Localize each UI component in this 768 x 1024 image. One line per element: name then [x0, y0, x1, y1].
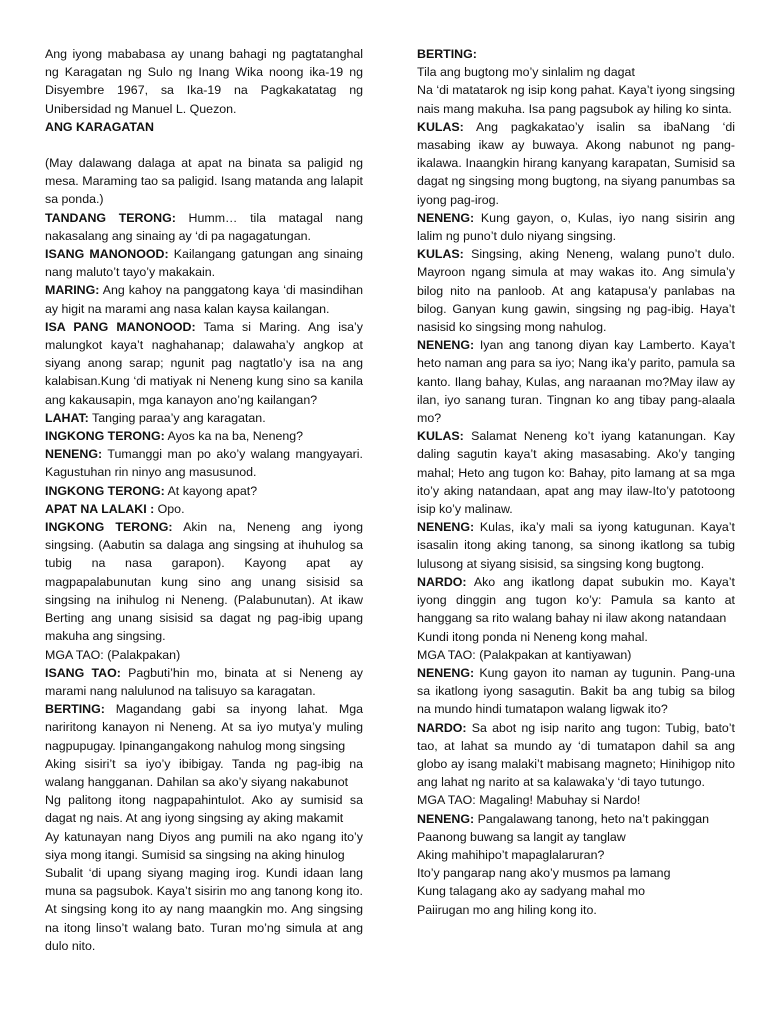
dialogue-text: Humm… tila matagal nang nakasalang ang sinaing ay ‘di pa nagagatungan. [45, 210, 363, 243]
dialogue-text: Opo. [154, 501, 185, 516]
speaker-name: NENENG: [417, 665, 475, 680]
paragraph [45, 45, 363, 118]
dialogue-text: Ang kahoy na panggatong kaya ‘di masindihan ay higit na marami ang nasa kalan kaysa kailangan. [45, 283, 363, 316]
dialogue-text: Aking mahihipo’t mapaglalaruran? [417, 847, 605, 862]
paragraph [45, 500, 363, 518]
paragraph [45, 664, 363, 700]
paragraph [417, 336, 735, 427]
dialogue-text: Kung gayon, o, Kulas, iyo nang sisirin ang lalim ng puno’t dulo niyang singsing. [417, 210, 735, 244]
dialogue-text: Tama si Maring. Ang isa’y malungkot kaya’t naghahanap; dalawaha’y angkop at siyang anong sarap; ngunit pag nagtatlo’y isa na ang kalabisan.Kung ‘di matiyak ni Neneng kung sino sa kanila ang kakausapin, mga kanayon ano’ng kailangan? [45, 319, 363, 407]
dialogue-text: Ay katunayan nang Diyos ang pumili na ako ngang ito’y siya mong itangi. Sumisid sa singsing na aking hinulog [45, 829, 363, 862]
paragraph [417, 628, 735, 646]
speaker-name: MARING: [45, 283, 100, 298]
paragraph [417, 882, 735, 900]
paragraph [417, 846, 735, 864]
dialogue-text: Na ‘di matatarok ng isip kong pahat. Kaya’t iyong singsing nais mang makuha. Isa pang pagsubok ay hiling ko sinta. [417, 83, 735, 116]
dialogue-text: MGA TAO: (Palakpakan) [45, 647, 181, 662]
paragraph [45, 518, 363, 645]
paragraph [45, 755, 363, 791]
speaker-name: TANDANG TERONG: [45, 210, 176, 225]
paragraph [45, 445, 363, 481]
dialogue-text: Salamat Neneng ko’t iyang katanungan. Kay daling sagutin kaya’t aking masasabing. Ako’y tanging mahal; Heto ang tugon ko: Bahay, pito lamang at sa mga ito’y aking natandaan, apat ang may ilaw-Ito’y patotoong isip ko’y malinaw. [417, 429, 735, 517]
dialogue-text: Aking sisiri’t sa iyo’y ibibigay. Tanda ng pag-ibig na walang hangganan. Dahilan sa ako’y siyang nakabunot [45, 756, 363, 789]
dialogue-text: MGA TAO: (Palakpakan at kantiyawan) [417, 647, 632, 662]
paragraph [417, 901, 735, 919]
dialogue-text: At kayong apat? [164, 483, 258, 498]
dialogue-text: MGA TAO: Magaling! Mabuhay si Nardo! [417, 793, 641, 808]
dialogue-text: Kung talagang ako ay sadyang mahal mo [417, 884, 646, 899]
dialogue-text: Ang iyong mababasa ay unang bahagi ng pagtatanghal ng Karagatan ng Sulo ng Inang Wika noong ika-19 ng Disyembre 1967, sa Ika-19 na Pagkakatatag ng Unibersidad ng Manuel L. Quezon. [45, 47, 363, 116]
paragraph [45, 828, 363, 864]
speaker-name: KULAS: [417, 247, 464, 262]
paragraph [417, 719, 735, 792]
speaker-name: BERTING: [417, 47, 477, 61]
right-column [417, 45, 735, 945]
speaker-name: APAT NA LALAKI : [45, 501, 155, 516]
speaker-name: NENENG: [45, 447, 103, 462]
dialogue-text: Tanging paraa’y ang karagatan. [88, 410, 266, 425]
paragraph [45, 245, 363, 281]
dialogue-text: Akin na, Neneng ang iyong singsing. (Aabutin sa dalaga ang singsing at ihuhulog sa tubig na nasa garapon). Kayong apat ay magpapalabunutan kung sino ang unang sisisid sa singsing na inihulog ni Neneng. (Palabunutan). At ikaw Berting ang unang sisisid sa dagat ng pag-ibig upang makuha ang singsing. [45, 520, 363, 644]
dialogue-text: Ang pagkakatao’y isalin sa ibaNang ‘di masabing ikaw ay buwaya. Akong nabunot ng pang-ikalawa. Inaangkin hirang kanyang karapatan, Sumisid sa dagat ng singsing mong bugtong, na siyang panumbas sa iyong pag-irog. [417, 119, 735, 207]
dialogue-text: Ng palitong itong nagpapahintulot. Ako ay sumisid sa dagat ng nais. At ang iyong singsing ay aking makamit [45, 793, 363, 826]
paragraph [417, 828, 735, 846]
paragraph [45, 482, 363, 500]
dialogue-text: Kung gayon ito naman ay tugunin. Pang-una sa ikatlong iyong sasagutin. Bakit ba ang tubig sa bilog na mundo hindi tumatapon walang ligwak ito? [417, 665, 735, 717]
dialogue-text: (May dalawang dalaga at apat na binata sa paligid ng mesa. Maraming tao sa paligid. Isang matanda ang lalapit sa ponda.) [45, 156, 363, 207]
paragraph [417, 864, 735, 882]
dialogue-text: Tumanggi man po ako’y walang mangyayari. Kagustuhan rin ninyo ang masusunod. [45, 447, 363, 480]
speaker-name: INGKONG TERONG: [45, 483, 165, 498]
paragraph [417, 245, 735, 336]
dialogue-text: Pangalawang tanong, heto na’t pakinggan [474, 811, 710, 826]
speaker-name: ISANG MANONOOD: [45, 247, 169, 262]
paragraph [45, 427, 363, 445]
speaker-name: KULAS: [417, 119, 464, 134]
dialogue-text: Tila ang bugtong mo’y sinlalim ng dagat [417, 65, 635, 80]
dialogue-text: Ayos ka na ba, Neneng? [164, 429, 304, 444]
dialogue-text: Kulas, ika’y mali sa iyong katugunan. Kaya’t isasalin itong aking tanong, sa sinong ikatlong sa tubig lulusong at siyang sisisid, sa singsing kong bugtong. [417, 520, 735, 571]
dialogue-text: Ito’y pangarap nang ako’y musmos pa lamang [417, 866, 671, 881]
speaker-name: ISA PANG MANONOOD: [45, 319, 196, 334]
speaker-name: ISANG TAO: [45, 665, 121, 680]
paragraph [45, 318, 363, 409]
left-column [45, 45, 363, 953]
dialogue-text: Paanong buwang sa langit ay tanglaw [417, 829, 626, 844]
paragraph [417, 63, 735, 81]
paragraph [45, 409, 363, 427]
paragraph [45, 791, 363, 827]
dialogue-text: Kailangang gatungan ang sinaing nang maluto’t tayo’y makakain. [45, 247, 363, 280]
speaker-name: NENENG: [417, 811, 475, 826]
dialogue-text: Iyan ang tanong diyan kay Lamberto. Kaya’t heto naman ang para sa iyo; Nang ika’y parito, pamula sa kanto. Ilang bahay, Kulas, ang naraanan mo?May ilaw ay ilan, iyo sanang turan. Tingnan ko ang tibay pang-alaala mo? [417, 338, 735, 426]
paragraph [45, 646, 363, 664]
paragraph [45, 281, 363, 317]
speaker-name: NARDO: [417, 720, 467, 735]
speaker-name: ANG KARAGATAN [45, 119, 154, 134]
dialogue-text: Sa abot ng isip narito ang tugon: Tubig, bato’t tao, at lahat sa mundo ay ‘di tumatapon dahil sa ang globo ay isang malaki’t mabisang magneto; Hinihigop nito ang lahat ng narito at sa kalawaka’y ‘di tayo tutungo. [417, 720, 735, 790]
paragraph [417, 427, 735, 518]
paragraph [45, 700, 363, 755]
speaker-name: NARDO: [417, 574, 467, 589]
paragraph [45, 118, 363, 136]
paragraph [417, 118, 735, 209]
paragraph [417, 664, 735, 719]
paragraph [45, 864, 363, 955]
speaker-name: BERTING: [45, 702, 105, 717]
paragraph [417, 791, 735, 809]
paragraph [45, 209, 363, 245]
dialogue-text: Pagbuti’hin mo, binata at si Neneng ay marami nang nalulunod na talisuyo sa karagatan. [45, 665, 363, 698]
paragraph [417, 646, 735, 664]
speaker-name: INGKONG TERONG: [45, 429, 165, 444]
dialogue-text: Subalit ‘di upang siyang maging irog. Kundi idaan lang muna sa pagsubok. Kaya’t sisirin mo ang tanong kong ito. At singsing kong ito ay nang maangkin mo. Ang singsing na itong linso’t walang bato. Turan mo’ng simula at ang dulo nito. [45, 865, 363, 953]
dialogue-text: Kundi itong ponda ni Neneng kong mahal. [417, 629, 648, 644]
speaker-name: KULAS: [417, 429, 464, 444]
paragraph [417, 518, 735, 573]
paragraph [417, 81, 735, 117]
speaker-name: NENENG: [417, 210, 475, 225]
paragraph [417, 810, 735, 828]
paragraph [417, 209, 735, 245]
document-page [45, 45, 735, 953]
paragraph [417, 45, 735, 63]
speaker-name: NENENG: [417, 520, 475, 535]
dialogue-text: Magandang gabi sa inyong lahat. Mga nariritong kanayon ni Neneng. At sa iyo mutya’y muling nagpupugay. Ipinangangakong nahulog mong singsing [45, 702, 363, 753]
speaker-name: LAHAT: [45, 410, 89, 425]
dialogue-text: Ako ang ikatlong dapat subukin mo. Kaya’t iyong dinggin ang tugon ko’y: Pamula sa kanto at hanggang sa rito walang bahay ni ilaw akong natandaan [417, 574, 735, 626]
speaker-name: NENENG: [417, 338, 475, 353]
paragraph [45, 154, 363, 209]
speaker-name: INGKONG TERONG: [45, 520, 173, 535]
paragraph [417, 573, 735, 628]
dialogue-text: Paiirugan mo ang hiling kong ito. [417, 902, 597, 917]
dialogue-text: Singsing, aking Neneng, walang puno’t dulo. Mayroon ngang simula at may wakas ito. Ang simula’y bilog nito na panloob. At ang katapusa’y panlabas na bilog. Ganyan kung gawin, singsing ng pag-ibig. Haya’t nasisid ko singsing mong nahulog. [417, 247, 735, 335]
